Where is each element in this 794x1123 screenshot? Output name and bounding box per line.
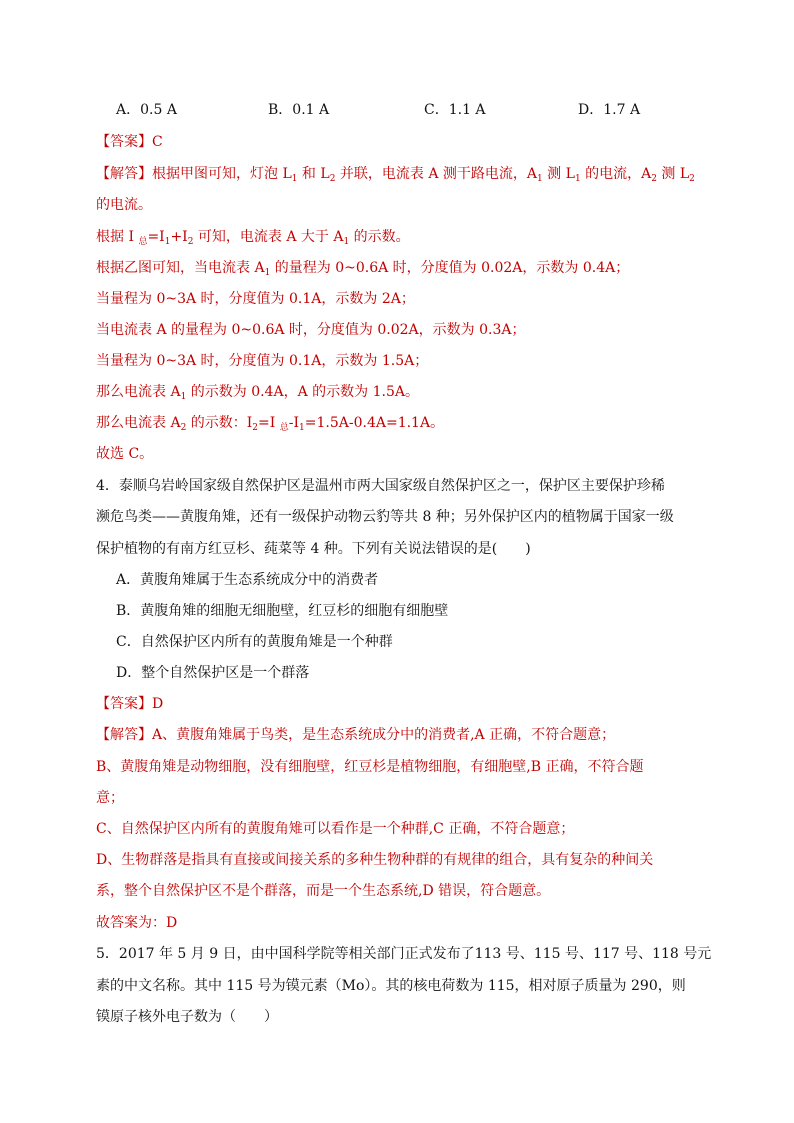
- answer-tag: 【答案】: [96, 134, 152, 150]
- q3-conclusion: 故选 C。: [96, 446, 154, 462]
- q4-analysis-line-5: D、生物群落是指具有直接或间接关系的多种生物种群的有规律的组合，具有复杂的种间关: [96, 852, 654, 868]
- q3-option-d: D．1.7 A: [578, 102, 641, 118]
- q4-option-d: D．整个自然保护区是一个群落: [116, 665, 310, 681]
- q4-analysis-line-6: 系，整个自然保护区不是个群落，而是一个生态系统,D 错误，符合题意。: [96, 883, 551, 899]
- answer-tag: 【答案】: [96, 696, 152, 712]
- q4-analysis-line-3: 意；: [96, 790, 124, 806]
- q3-analysis-line-8: 那么电流表 $A_1$ 的示数为 0.4A，A 的示数为 1.5A。: [96, 384, 419, 402]
- q3-analysis-line-5: 当量程为 0~3A 时，分度值为 0.1A，示数为 2A；: [96, 291, 415, 307]
- q3-analysis-line-6: 当电流表 A 的量程为 0~0.6A 时，分度值为 0.02A，示数为 0.3A；: [96, 322, 526, 338]
- answer-value: D: [152, 696, 164, 712]
- q5-stem-line-1: 5．2017 年 5 月 9 日，由中国科学院等相关部门正式发布了113 号、115 号、117 号、118 号元: [96, 946, 712, 962]
- q4-stem-line-3: 保护植物的有南方红豆杉、莼菜等 4 种。下列有关说法错误的是( ): [96, 541, 531, 557]
- q3-option-a: A．0.5 A: [116, 102, 177, 118]
- q4-option-c: C．自然保护区内所有的黄腹角雉是一个种群: [116, 634, 393, 650]
- q4-conclusion: 故答案为：D: [96, 915, 178, 931]
- q5-stem-line-2: 素的中文名称。其中 115 号为镆元素（Mo）。其的核电荷数为 115，相对原子质量为 290，则: [96, 978, 686, 994]
- q3-analysis-line-3: 根据 I $_总=I_1+I_2$ 可知，电流表 A 大于 $A_1$ 的示数。: [96, 229, 410, 247]
- q3-option-c: C．1.1 A: [424, 102, 486, 118]
- q3-analysis-line-9: 那么电流表 $A_2$ 的示数：$I_2=I$ $_总-I_1=1.5A-0.4A=1.1A$。: [96, 415, 445, 433]
- answer-value: C: [152, 134, 163, 150]
- q3-option-b: B．0.1 A: [268, 102, 330, 118]
- q3-analysis-line-1: 【解答】根据甲图可知，灯泡 $L_1$ 和 $L_2$ 并联，电流表 A 测干路电流，$A_1$ 测 $L_1$ 的电流，$A_2$ 测 $L_2$: [96, 166, 695, 184]
- q3-analysis-line-4: 根据乙图可知，当电流表 $A_1$ 的量程为 0~0.6A 时，分度值为 0.02A，示数为 0.4A；: [96, 260, 630, 278]
- q4-analysis-line-4: C、自然保护区内所有的黄腹角雉可以看作是一个种群,C 正确，不符合题意；: [96, 821, 575, 837]
- analysis-tag: 【解答】: [96, 727, 152, 743]
- q4-option-b: B．黄腹角雉的细胞无细胞壁，红豆杉的细胞有细胞壁: [116, 603, 449, 619]
- q4-stem-line-1: 4．泰顺乌岩岭国家级自然保护区是温州市两大国家级自然保护区之一，保护区主要保护珍稀: [96, 478, 665, 494]
- q4-analysis-line-1: 【解答】A、黄腹角雉属于鸟类，是生态系统成分中的消费者,A 正确，不符合题意；: [96, 727, 616, 743]
- q4-analysis-line-2: B、黄腹角雉是动物细胞，没有细胞壁，红豆杉是植物细胞，有细胞壁,B 正确，不符合题: [96, 759, 644, 775]
- q4-answer-line: [96, 694, 163, 714]
- q4-option-a: A．黄腹角雉属于生态系统成分中的消费者: [116, 572, 379, 588]
- q3-analysis-line-2: 的电流。: [96, 197, 152, 213]
- analysis-tag: 【解答】: [96, 166, 152, 182]
- q3-answer-line: [96, 132, 163, 152]
- q5-stem-line-3: 镆原子核外电子数为（ ）: [96, 1009, 278, 1025]
- q3-analysis-line-7: 当量程为 0~3A 时，分度值为 0.1A，示数为 1.5A；: [96, 353, 429, 369]
- q4-stem-line-2: 濒危鸟类——黄腹角雉，还有一级保护动物云豹等共 8 种；另外保护区内的植物属于国家一级: [96, 509, 674, 525]
